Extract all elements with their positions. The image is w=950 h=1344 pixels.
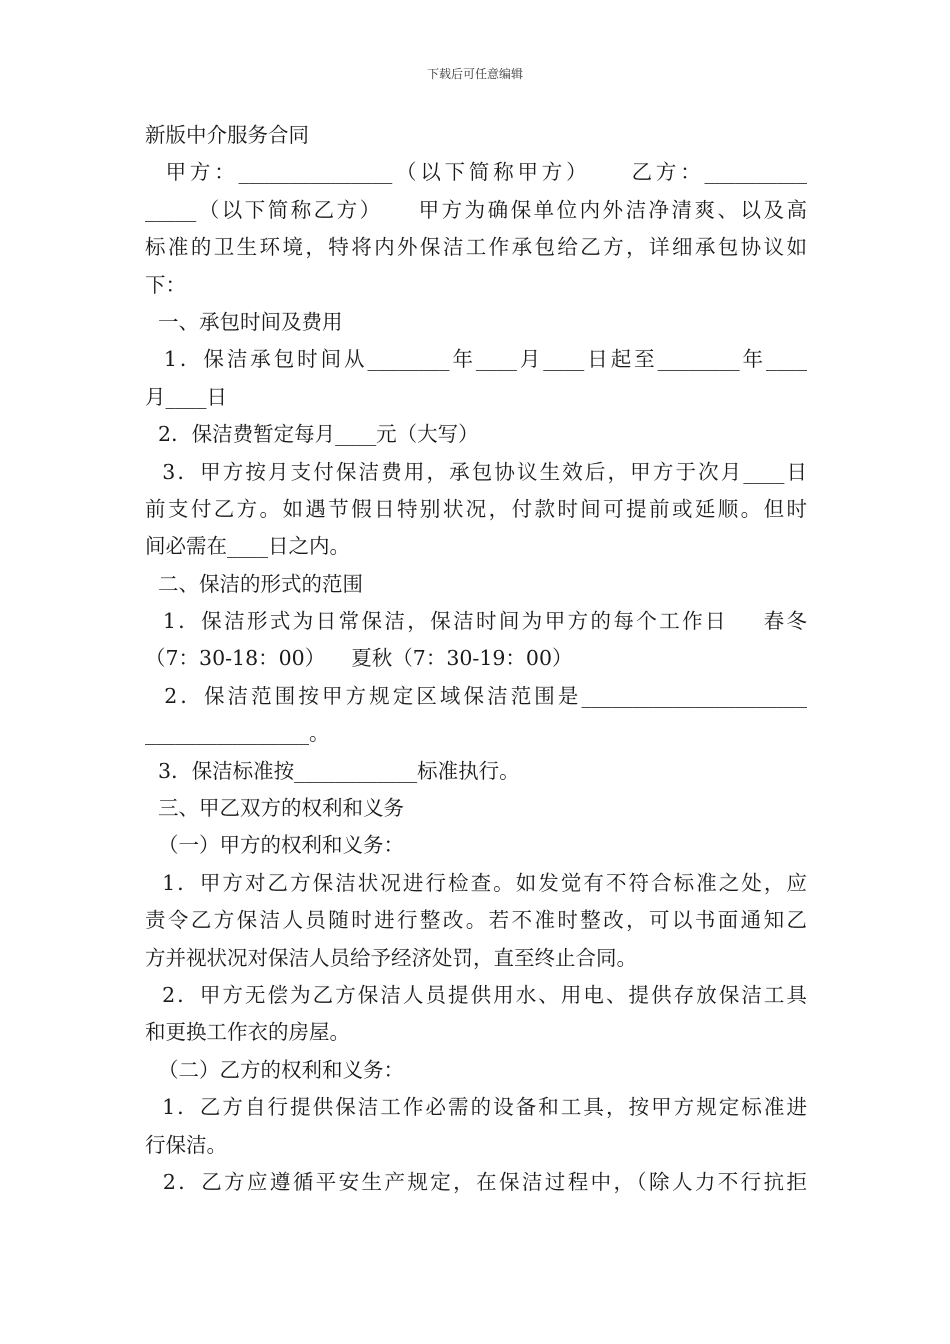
body-line: _____（以下简称乙方） 甲方为确保单位内外洁净清爽、以及高 (145, 197, 807, 222)
body-line: 3．甲方按月支付保洁费用，承包协议生效后，甲方于次月____日 (145, 459, 807, 484)
body-line: 和更换工作衣的房屋。 (145, 1020, 350, 1045)
document-title: 新版中介服务合同 (145, 123, 309, 147)
body-line: 2．保洁范围按甲方规定区域保洁范围是______________________ (145, 683, 807, 708)
body-line: ________________。 (145, 721, 330, 746)
subsection-heading: （一）甲方的权利和义务： (145, 833, 405, 858)
contract-body (145, 117, 807, 1201)
body-line: 1．乙方自行提供保洁工作必需的设备和工具，按甲方规定标准进 (145, 1095, 807, 1120)
section-heading: 二、保洁的形式的范围 (145, 571, 364, 596)
body-line: 下： (145, 272, 186, 297)
body-line: 1．保洁形式为日常保洁，保洁时间为甲方的每个工作日 春冬 (145, 609, 807, 634)
body-line: 1．甲方对乙方保洁状况进行检查。如发觉有不符合标准之处，应 (145, 870, 807, 895)
body-line: 行保洁。 (145, 1132, 227, 1157)
page-header: 下载后可任意编辑 (426, 67, 523, 81)
section-heading: 一、承包时间及费用 (145, 309, 343, 334)
body-line: 责令乙方保洁人员随时进行整改。若不准时整改，可以书面通知乙 (145, 908, 807, 933)
body-line: 1．保洁承包时间从________年____月____日起至________年____ (145, 347, 807, 372)
section-heading: 三、甲乙双方的权利和义务 (145, 796, 405, 821)
body-line: （7：30-18：00） 夏秋（7：30-19：00） (145, 646, 573, 671)
body-line: 月____日 (145, 384, 227, 409)
body-line: 标准的卫生环境，特将内外保洁工作承包给乙方，详细承包协议如 (145, 235, 807, 260)
subsection-heading: （二）乙方的权利和义务： (145, 1057, 405, 1082)
body-line: 2．甲方无偿为乙方保洁人员提供用水、用电、提供存放保洁工具 (145, 982, 807, 1007)
body-line: 甲方：_______________（以下简称甲方） 乙方：__________ (145, 160, 807, 185)
body-line: 间必需在____日之内。 (145, 534, 350, 559)
body-line: 2．乙方应遵循平安生产规定，在保洁过程中，（除人力不行抗拒 (145, 1169, 807, 1194)
body-line: 方并视状况对保洁人员给予经济处罚，直至终止合同。 (145, 945, 637, 970)
body-line: 前支付乙方。如遇节假日特别状况，付款时间可提前或延顺。但时 (145, 496, 807, 521)
body-line: 2．保洁费暂定每月____元（大写） (145, 422, 479, 447)
body-line: 3．保洁标准按____________标准执行。 (145, 758, 520, 783)
